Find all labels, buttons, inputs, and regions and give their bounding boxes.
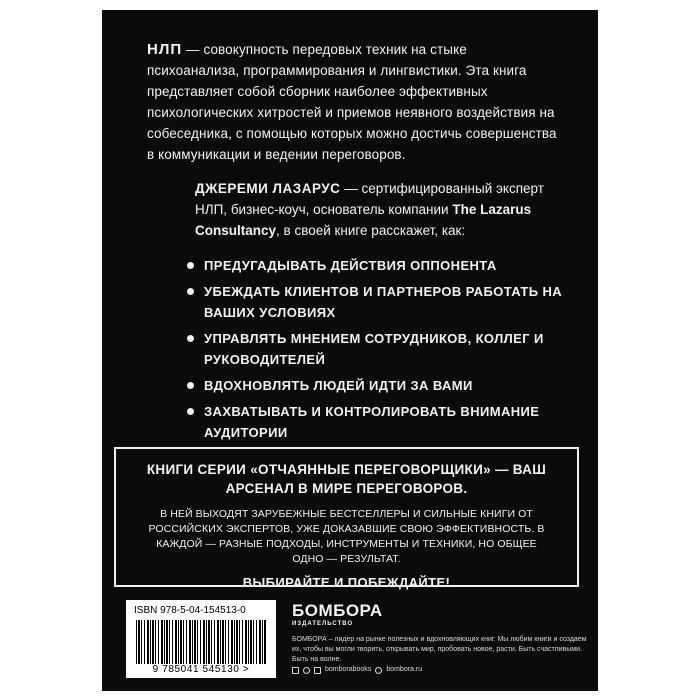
intro-text: — совокупность передовых техник на стыке психоанализа, программирования и лингвистики. Эта книга представляет собой сборник наиболее эффективных психологических хитростей и приемов неявного воздействия на собеседника, с помощью которых можно достичь совершенства в коммуникации и ведении переговоров. [147, 42, 557, 162]
author-name: ДЖЕРЕМИ ЛАЗАРУС [195, 181, 341, 196]
skill-item [184, 375, 564, 396]
skill-text: ПРЕДУГАДЫВАТЬ ДЕЙСТВИЯ ОППОНЕНТА [204, 258, 497, 273]
series-box [114, 447, 579, 590]
bullet-icon [187, 408, 194, 415]
skill-text: УБЕЖДАТЬ КЛИЕНТОВ И ПАРТНЕРОВ РАБОТАТЬ НА ВАШИХ УСЛОВИЯХ [204, 284, 563, 320]
isbn-label: ISBN 978-5-04-154513-0 [134, 605, 246, 616]
skill-text: УПРАВЛЯТЬ МНЕНИЕМ СОТРУДНИКОВ, КОЛЛЕГ И РУКОВОДИТЕЛЕЙ [204, 331, 544, 367]
back-cover [102, 10, 598, 691]
author-text-1: — сертифицированный эксперт НЛП, бизнес-коуч, основатель компании [195, 181, 544, 217]
isbn-barcode-box [126, 600, 276, 678]
skill-item [184, 281, 564, 323]
skill-text: ВДОХНОВЛЯТЬ ЛЮДЕЙ ИДТИ ЗА ВАМИ [204, 378, 473, 393]
publisher-logo: БОМБОРА [292, 601, 383, 620]
author-paragraph [195, 178, 555, 241]
skill-item [184, 255, 564, 276]
publisher-links [292, 665, 592, 675]
series-body: В НЕЙ ВЫХОДЯТ ЗАРУБЕЖНЫЕ БЕСТСЕЛЛЕРЫ И СИЛЬНЫЕ КНИГИ ОТ РОССИЙСКИХ ЭКСПЕРТОВ, УЖЕ ДОКАЗАВШИЕ СВОЮ ЭФФЕКТИВНОСТЬ. В КАЖДОЙ — РАЗНЫЕ ПОДХОДЫ, ИНСТРУМЕНТЫ И ТЕХНИКИ, НО ОБЩЕЕ ОДНО — РЕЗУЛЬТАТ. [148, 508, 545, 565]
telegram-icon [303, 667, 310, 674]
vk-icon [292, 667, 299, 674]
author-company: The Lazarus Consultancy [195, 202, 532, 238]
publisher-blurb: БОМБОРА – лидер на рынке полезных и вдохновляющих книг. Мы любим книги и создаем их, чтобы вы могли творить, открывать мир, пробовать новое, расти. Быть счастливыми. Быть на волне. [292, 636, 587, 663]
intro-lead: НЛП [147, 41, 183, 58]
bullet-icon [187, 262, 194, 269]
series-headline: КНИГИ СЕРИИ «ОТЧАЯННЫЕ ПЕРЕГОВОРЩИКИ» — ВАШ АРСЕНАЛ В МИРЕ ПЕРЕГОВОРОВ. [146, 462, 547, 496]
author-text-2: , в своей книге расскажет, как: [276, 223, 466, 238]
publisher-logo-sub: ИЗДАТЕЛЬСТВО [292, 621, 354, 627]
skill-item [184, 401, 564, 443]
skills-list [184, 255, 564, 448]
instagram-icon [314, 667, 321, 674]
bullet-icon [187, 382, 194, 389]
intro-paragraph [147, 39, 557, 165]
barcode-digits: 9 785041 545130 > [152, 664, 250, 675]
barcode-image [136, 620, 266, 664]
series-cta: ВЫБИРАЙТЕ И ПОБЕЖДАЙТЕ! [242, 575, 451, 590]
publisher-block [292, 602, 592, 675]
skill-item [184, 328, 564, 370]
bullet-icon [187, 288, 194, 295]
skill-text: ЗАХВАТЫВАТЬ И КОНТРОЛИРОВАТЬ ВНИМАНИЕ АУДИТОРИИ [204, 404, 540, 440]
globe-icon [375, 667, 382, 674]
publisher-site: bombora.ru [386, 666, 423, 673]
social-handle: bomborabooks [325, 666, 372, 673]
bullet-icon [187, 335, 194, 342]
